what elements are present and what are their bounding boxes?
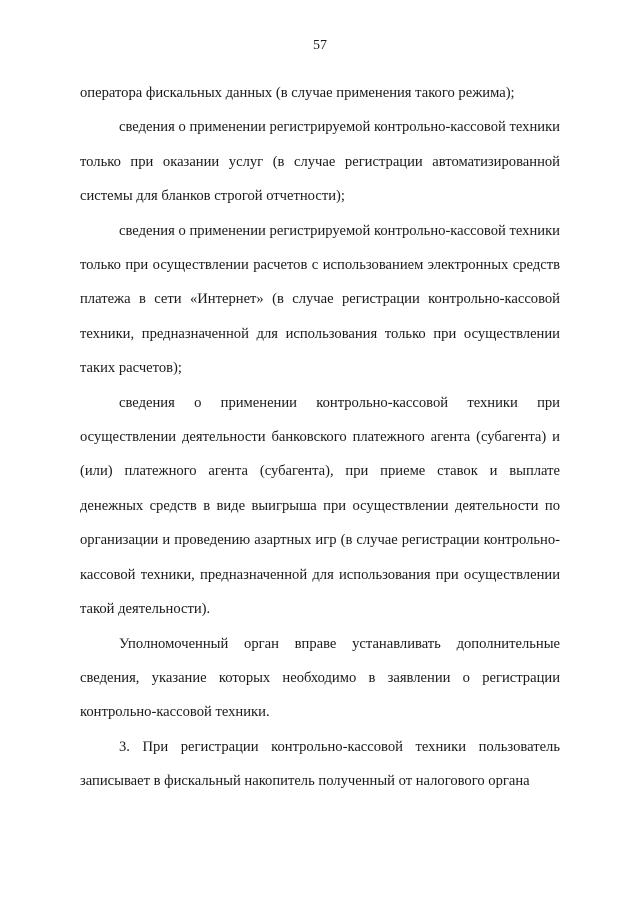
page-number: 57: [313, 38, 327, 53]
paragraph-internet-payments-info: сведения о применении регистрируемой контрольно-кассовой техники только при осуществлении расчетов с использованием электронных средств платежа в сети «Интернет» (в случае регистрации контрольно-кассовой техники, предназначенной для использования только при осуществлении таких расчетов);: [80, 222, 560, 377]
paragraph-payment-agent-info: сведения о применении контрольно-кассовой техники при осуществлении деятельности банковского платежного агента (субагента) и (или) платежного агента (субагента), при приеме ставок и выплате денежных средств в виде выигрыша при осуществлении деятельности по организации и проведению азартных игр (в случае регистрации контрольно-кассовой техники, предназначенной для использования при осуществлении такой деятельности).: [80, 394, 560, 618]
paragraph-item-3: 3. При регистрации контрольно-кассовой техники пользователь записывает в фискальный накопитель полученный от налогового органа: [80, 738, 560, 790]
paragraph-services-info: сведения о применении регистрируемой контрольно-кассовой техники только при оказании услуг (в случае регистрации автоматизированной системы для бланков строгой отчетности);: [80, 119, 560, 205]
paragraph-authorized-body: Уполномоченный орган вправе устанавливать дополнительные сведения, указание которых необходимо в заявлении о регистрации контрольно-кассовой техники.: [80, 635, 560, 721]
paragraph-continuation: оператора фискальных данных (в случае применения такого режима);: [80, 85, 515, 101]
document-body: [80, 76, 560, 799]
